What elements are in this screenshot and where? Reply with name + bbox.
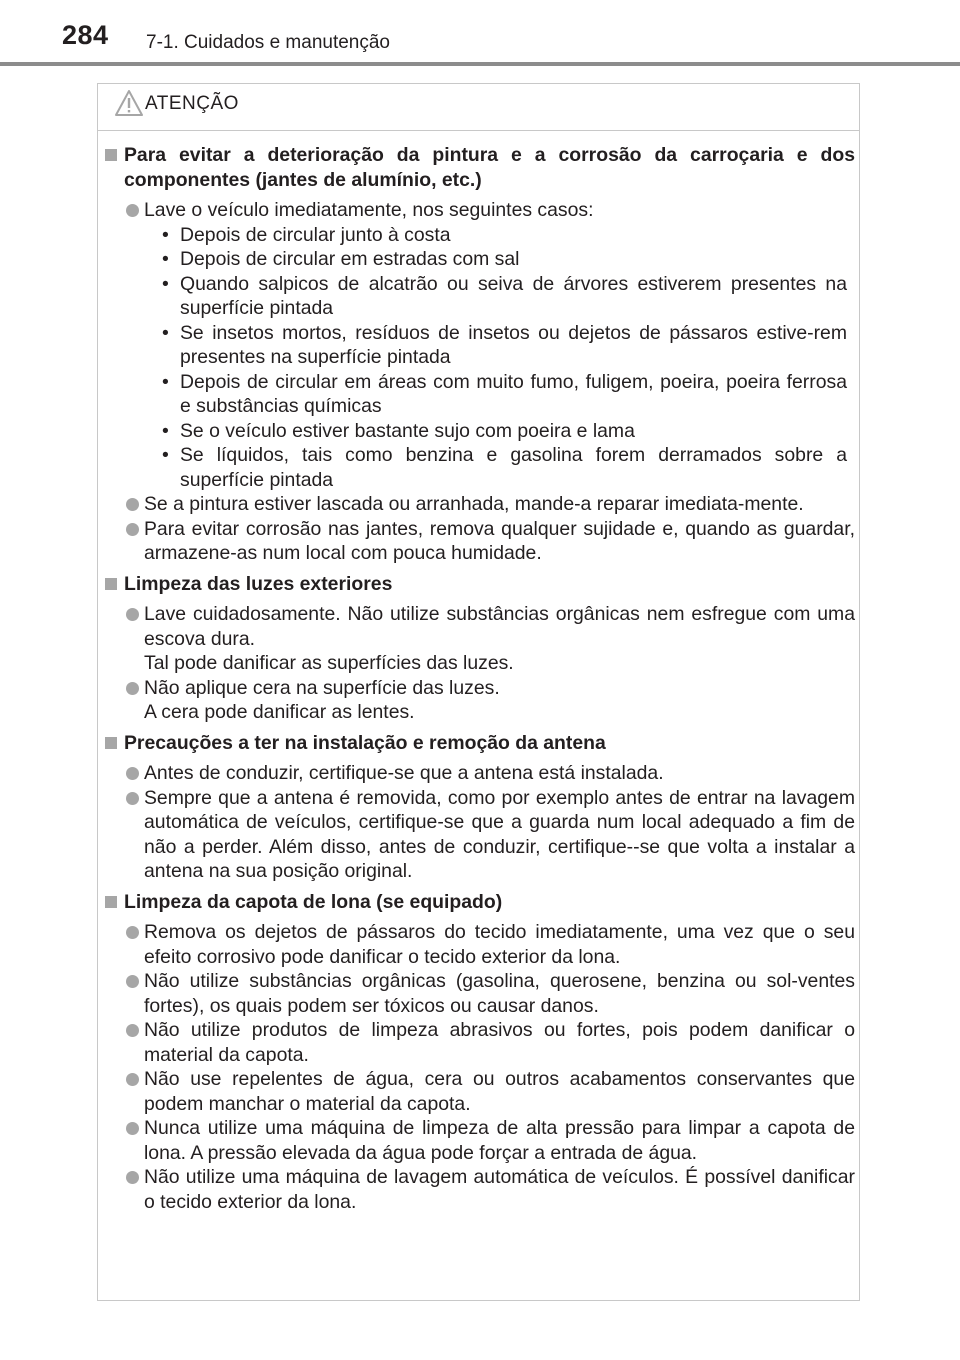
list-item: Antes de conduzir, certifique-se que a antena está instalada. [124, 761, 855, 786]
chapter-title: 7-1. Cuidados e manutenção [146, 32, 390, 53]
list-item: Não use repelentes de água, cera ou outros acabamentos conservantes que podem manchar o material da capota. [124, 1067, 855, 1116]
circle-bullet-icon [126, 682, 139, 695]
list-item: Não aplique cera na superfície das luzes. A cera pode danificar as lentes. [124, 676, 855, 725]
warning-box [97, 83, 860, 1301]
circle-bullet-icon [126, 498, 139, 511]
sublist [144, 223, 855, 493]
list-item: Lave o veículo imediatamente, nos seguintes casos: • Depois de circular junto à costa • Depois de circular em estradas com sal • Quando salpicos de alcatrão ou seiva de árvores estiverem presentes na superfície pintada • Se insetos mortos, resíduos de insetos ou dejetos de pássaros estive-rem presentes na superfície pintada • Depois de circular em áreas com muito fumo, fuligem, poeira, poeira ferrosa e substâncias químicas • Se o veículo estiver bastante sujo com poeira e lama • Se líquidos, tais como benzina e gasolina forem derramados sobre a superfície pintada [124, 198, 855, 492]
dot-bullet-icon: • [162, 248, 169, 270]
circle-bullet-icon [126, 523, 139, 536]
circle-bullet-icon [126, 767, 139, 780]
dot-bullet-icon: • [162, 419, 169, 442]
sublist-item: • Se insetos mortos, resíduos de insetos ou dejetos de pássaros estive-rem presentes na superfície pintada [162, 321, 847, 368]
warning-content [104, 143, 855, 1214]
section-exterior-lights [104, 572, 855, 725]
list-item: Remova os dejetos de pássaros do tecido imediatamente, uma vez que o seu efeito corrosivo pode danificar o tecido exterior da lona. [124, 920, 855, 969]
section-heading: Para evitar a deterioração da pintura e a corrosão da carroçaria e dos componentes (jantes de alumínio, etc.) [124, 143, 855, 192]
circle-bullet-icon [126, 1073, 139, 1086]
sublist-item: • Depois de circular junto à costa [162, 223, 451, 246]
warning-divider [98, 130, 859, 131]
sublist-item: • Se líquidos, tais como benzina e gasolina forem derramados sobre a superfície pintada [162, 444, 847, 491]
warning-triangle-icon [114, 88, 144, 118]
circle-bullet-icon [126, 204, 139, 217]
list-item: Lave cuidadosamente. Não utilize substâncias orgânicas nem esfregue com uma escova dura. Tal pode danificar as superfícies das luzes. [124, 602, 855, 676]
warning-title: ATENÇÃO [145, 93, 239, 114]
section-heading: Limpeza das luzes exteriores [124, 572, 855, 597]
section-canvas-top [104, 890, 855, 1215]
list-item: Se a pintura estiver lascada ou arranhada, mande-a reparar imediata-mente. [124, 492, 855, 517]
list-item: Nunca utilize uma máquina de limpeza de alta pressão para limpar a capota de lona. A pressão elevada da água pode forçar a entrada de água. [124, 1116, 855, 1165]
dot-bullet-icon: • [162, 444, 169, 466]
list-item: Não utilize produtos de limpeza abrasivos ou fortes, pois podem danificar o material da capota. [124, 1018, 855, 1067]
section-heading: Precauções a ter na instalação e remoção da antena [124, 731, 855, 756]
circle-bullet-icon [126, 1024, 139, 1037]
sublist-item: • Depois de circular em áreas com muito fumo, fuligem, poeira, poeira ferrosa e substâncias químicas [162, 370, 847, 417]
square-bullet-icon [105, 578, 117, 590]
circle-bullet-icon [126, 926, 139, 939]
dot-bullet-icon: • [162, 370, 169, 393]
list-item: Sempre que a antena é removida, como por exemplo antes de entrar na lavagem automática de veículos, certifique-se que a guarda num local adequado a fim de não a perder. Além disso, antes de conduzir, certifique--se que volta a instalar a antena na sua posição original. [124, 786, 855, 884]
sublist-item: • Quando salpicos de alcatrão ou seiva de árvores estiverem presentes na superfície pintada [162, 272, 847, 319]
square-bullet-icon [105, 149, 117, 161]
circle-bullet-icon [126, 1171, 139, 1184]
section-antenna [104, 731, 855, 884]
circle-bullet-icon [126, 975, 139, 988]
section-heading: Limpeza da capota de lona (se equipado) [124, 890, 855, 915]
header-rule [0, 62, 960, 66]
list-item: Não utilize uma máquina de lavagem automática de veículos. É possível danificar o tecido exterior da lona. [124, 1165, 855, 1214]
circle-bullet-icon [126, 1122, 139, 1135]
circle-bullet-icon [126, 608, 139, 621]
list-item: Não utilize substâncias orgânicas (gasolina, querosene, benzina ou sol-ventes fortes), os quais podem ser tóxicos ou causar danos. [124, 969, 855, 1018]
sublist-item: • Depois de circular em estradas com sal [162, 248, 520, 270]
page-header [0, 0, 960, 66]
square-bullet-icon [105, 737, 117, 749]
warning-header [98, 84, 859, 128]
page-number: 284 [62, 20, 109, 50]
square-bullet-icon [105, 896, 117, 908]
section-paint-corrosion [104, 143, 855, 566]
dot-bullet-icon: • [162, 223, 169, 246]
sublist-item: • Se o veículo estiver bastante sujo com poeira e lama [162, 419, 635, 442]
list-item: Para evitar corrosão nas jantes, remova qualquer sujidade e, quando as guardar, armazene-as num local com pouca humidade. [124, 517, 855, 566]
dot-bullet-icon: • [162, 272, 169, 295]
dot-bullet-icon: • [162, 321, 169, 344]
circle-bullet-icon [126, 792, 139, 805]
